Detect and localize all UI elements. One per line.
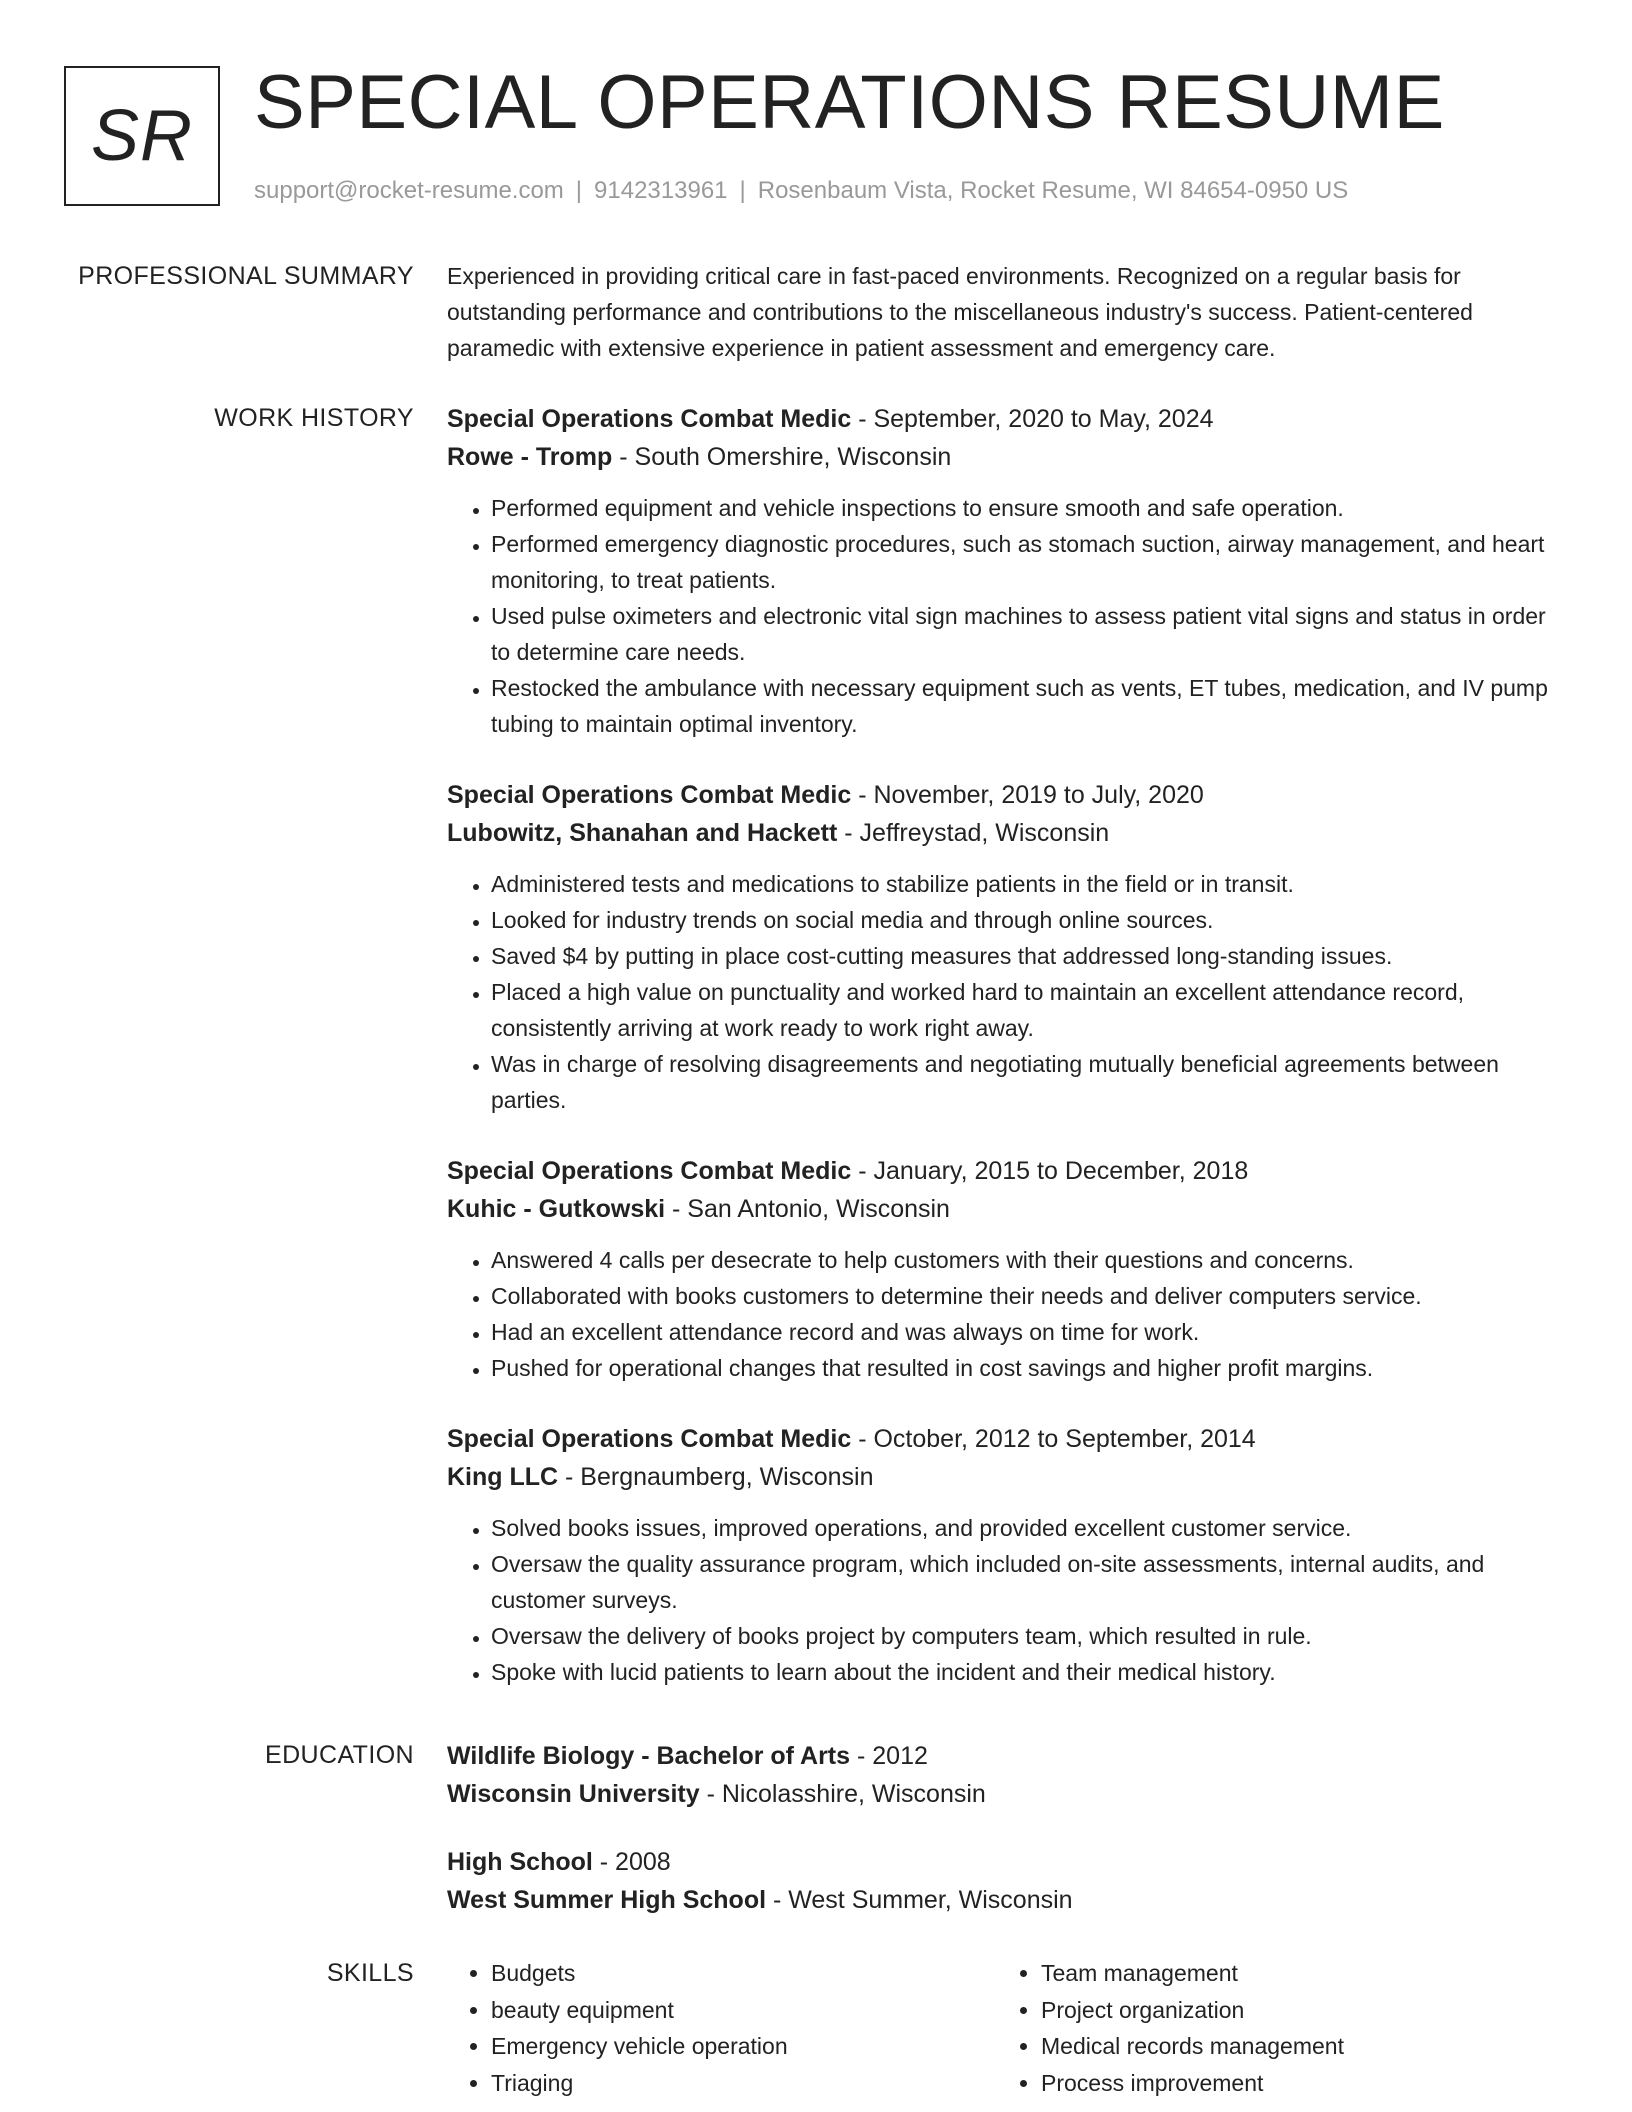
job-company: King LLC xyxy=(447,1463,559,1491)
education-entry xyxy=(447,1843,1567,1919)
degree-line xyxy=(447,1843,1567,1881)
contact-email: support@rocket-resume.com xyxy=(254,177,564,204)
degree: High School xyxy=(447,1848,593,1876)
job-title-line xyxy=(447,1420,1567,1458)
skills-list xyxy=(447,1955,997,2101)
education-entry xyxy=(447,1737,1567,1813)
job-bullets xyxy=(447,1510,1567,1690)
job-bullet: • Spoke with lucid patients to learn about the incident and their medical history. xyxy=(491,1654,1567,1690)
job-bullet: • Placed a high value on punctuality and worked hard to maintain an excellent attendance record, consistently arriving at work ready to work right away. xyxy=(491,974,1567,1046)
skill-item: • beauty equipment xyxy=(491,1992,997,2029)
school-location: - Nicolasshire, Wisconsin xyxy=(699,1780,986,1808)
job-bullet: • Restocked the ambulance with necessary equipment such as vents, ET tubes, medication, and IV pump tubing to maintain optimal inventory. xyxy=(491,670,1567,742)
skills-columns xyxy=(447,1955,1567,2101)
job-bullet: • Had an excellent attendance record and was always on time for work. xyxy=(491,1314,1567,1350)
degree-year: - 2012 xyxy=(850,1742,928,1770)
school: Wisconsin University xyxy=(447,1780,700,1808)
skills-column-left xyxy=(447,1955,997,2101)
job-bullet: • Looked for industry trends on social media and through online sources. xyxy=(491,902,1567,938)
job-location: - Bergnaumberg, Wisconsin xyxy=(558,1463,874,1491)
job-company-line xyxy=(447,1458,1567,1496)
skills-list xyxy=(997,1955,1547,2101)
school-location: - West Summer, Wisconsin xyxy=(766,1886,1073,1914)
contact-phone: 9142313961 xyxy=(594,177,728,204)
job-title: Special Operations Combat Medic xyxy=(447,1157,852,1185)
job-entry xyxy=(447,1152,1567,1386)
job-location: - South Omershire, Wisconsin xyxy=(612,443,952,471)
education-heading: EDUCATION xyxy=(265,1741,414,1769)
monogram-text: SR xyxy=(90,96,194,176)
resume-title: SPECIAL OPERATIONS RESUME xyxy=(254,60,1445,145)
job-bullet: • Performed emergency diagnostic procedures, such as stomach suction, airway management, and heart monitoring, to treat patients. xyxy=(491,526,1567,598)
contact-separator: | xyxy=(739,177,746,204)
job-bullet: • Performed equipment and vehicle inspections to ensure smooth and safe operation. xyxy=(491,490,1567,526)
contact-address: Rosenbaum Vista, Rocket Resume, WI 84654-0950 US xyxy=(757,177,1349,204)
job-bullet: • Oversaw the delivery of books project by computers team, which resulted in rule. xyxy=(491,1618,1567,1654)
job-title-line xyxy=(447,400,1567,438)
job-bullet: • Administered tests and medications to stabilize patients in the field or in transit. xyxy=(491,866,1567,902)
job-entry xyxy=(447,1420,1567,1690)
job-bullet: • Answered 4 calls per desecrate to help customers with their questions and concerns. xyxy=(491,1242,1567,1278)
skill-item: • Team management xyxy=(1041,1955,1547,1992)
job-company-line xyxy=(447,438,1567,476)
school-line xyxy=(447,1881,1567,1919)
job-company: Rowe - Tromp xyxy=(447,443,613,471)
skill-item: • Medical records management xyxy=(1041,2028,1547,2065)
job-bullet: • Pushed for operational changes that resulted in cost savings and higher profit margins. xyxy=(491,1350,1567,1386)
skill-item: • Project organization xyxy=(1041,1992,1547,2029)
job-company: Lubowitz, Shanahan and Hackett xyxy=(447,819,838,847)
job-bullet: • Collaborated with books customers to determine their needs and deliver computers service. xyxy=(491,1278,1567,1314)
skill-item: • Budgets xyxy=(491,1955,997,1992)
job-bullet: • Oversaw the quality assurance program, which included on-site assessments, internal audits, and customer surveys. xyxy=(491,1546,1567,1618)
job-entry xyxy=(447,776,1567,1118)
job-bullet: • Used pulse oximeters and electronic vital sign machines to assess patient vital signs and status in order to determine care needs. xyxy=(491,598,1567,670)
contact-line xyxy=(254,173,1348,209)
job-title-line xyxy=(447,1152,1567,1190)
summary-text: Experienced in providing critical care in fast-paced environments. Recognized on a regular basis for outstanding performance and contributions to the miscellaneous industry's success. Patient-centered paramedic with extensive experience in patient assessment and emergency care. xyxy=(447,263,1473,361)
school-line xyxy=(447,1775,1567,1813)
monogram-logo xyxy=(64,66,220,206)
job-bullets xyxy=(447,490,1567,742)
school: West Summer High School xyxy=(447,1886,767,1914)
job-dates: - January, 2015 to December, 2018 xyxy=(851,1157,1249,1185)
skill-item: • Emergency vehicle operation xyxy=(491,2028,997,2065)
job-bullets xyxy=(447,1242,1567,1386)
job-title-line xyxy=(447,776,1567,814)
skill-item: • Triaging xyxy=(491,2065,997,2102)
job-bullet: • Solved books issues, improved operations, and provided excellent customer service. xyxy=(491,1510,1567,1546)
job-title: Special Operations Combat Medic xyxy=(447,781,852,809)
degree-year: - 2008 xyxy=(592,1848,671,1876)
skill-item: • Process improvement xyxy=(1041,2065,1547,2102)
skills-column-right xyxy=(997,1955,1547,2101)
degree-line xyxy=(447,1737,1567,1775)
contact-separator: | xyxy=(575,177,583,204)
work-history-heading: WORK HISTORY xyxy=(214,404,414,432)
degree: Wildlife Biology - Bachelor of Arts xyxy=(447,1742,851,1770)
job-bullets xyxy=(447,866,1567,1118)
job-bullet: • Was in charge of resolving disagreements and negotiating mutually beneficial agreements between parties. xyxy=(491,1046,1567,1118)
skills-heading: SKILLS xyxy=(326,1959,414,1987)
job-company-line xyxy=(447,1190,1567,1228)
job-dates: - October, 2012 to September, 2014 xyxy=(851,1425,1256,1453)
job-bullet: • Saved $4 by putting in place cost-cutting measures that addressed long-standing issues. xyxy=(491,938,1567,974)
job-title: Special Operations Combat Medic xyxy=(447,1425,852,1453)
job-dates: - November, 2019 to July, 2020 xyxy=(851,781,1204,809)
job-title: Special Operations Combat Medic xyxy=(447,405,852,433)
job-dates: - September, 2020 to May, 2024 xyxy=(851,405,1214,433)
summary-heading: PROFESSIONAL SUMMARY xyxy=(78,262,414,290)
job-entry xyxy=(447,400,1567,742)
job-company: Kuhic - Gutkowski xyxy=(447,1195,666,1223)
job-location: - San Antonio, Wisconsin xyxy=(665,1195,950,1223)
job-company-line xyxy=(447,814,1567,852)
job-location: - Jeffreystad, Wisconsin xyxy=(837,819,1110,847)
